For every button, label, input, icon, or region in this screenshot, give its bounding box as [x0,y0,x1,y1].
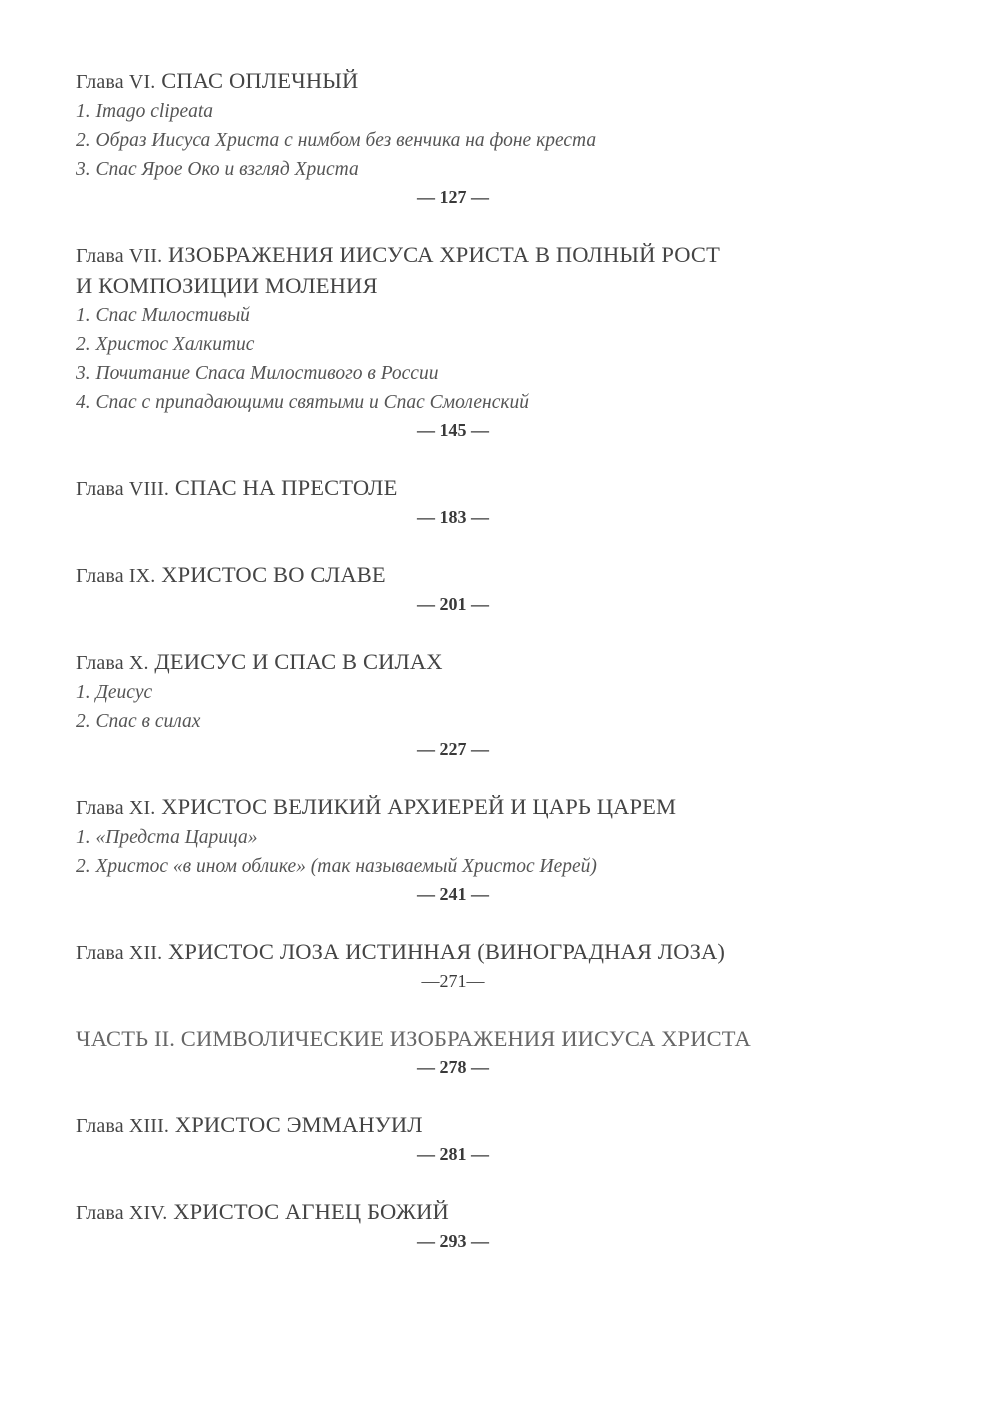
chapter-heading [76,66,926,97]
subsection-item: 3. Почитание Спаса Милостивого в России [76,363,439,384]
chapter-title: ХРИСТОС ЛОЗА ИСТИННАЯ (ВИНОГРАДНАЯ ЛОЗА) [168,939,726,964]
subsection-item: 1. Imago clipeata [76,101,214,122]
chapter-prefix: Глава VI. [76,71,156,93]
chapter-title: СПАС НА ПРЕСТОЛЕ [174,475,398,500]
chapter-title: ДЕИСУС И СПАС В СИЛАХ [154,649,443,674]
toc-entry [76,473,926,530]
subsection-item: 2. Спас в силах [76,711,201,732]
toc-entry [76,240,926,443]
chapter-title-continuation: И КОМПОЗИЦИИ МОЛЕНИЯ [76,273,378,298]
chapter-heading [76,647,926,678]
chapter-heading [76,1110,926,1141]
chapter-title: ИЗОБРАЖЕНИЯ ИИСУСА ХРИСТА В ПОЛНЫЙ РОСТ [168,242,720,267]
chapter-prefix: Глава XIII. [76,1115,170,1137]
page-number: — 127 — [417,187,489,207]
chapter-heading [76,473,926,504]
toc-entry [76,1110,926,1167]
chapter-prefix: Глава X. [76,652,149,674]
page-number: — 145 — [417,420,489,440]
toc-entry [76,560,926,617]
chapter-heading [76,240,926,271]
chapter-heading [76,792,926,823]
page-number: — 281 — [417,1144,489,1164]
chapter-prefix: Глава IX. [76,565,156,587]
subsection-item: 4. Спас с припадающими святыми и Спас Смоленский [76,392,529,413]
subsection-item: 3. Спас Ярое Око и взгляд Христа [76,159,359,180]
chapter-prefix: Глава XIV. [76,1202,168,1224]
table-of-contents [76,66,926,1284]
chapter-heading [76,937,926,968]
toc-entry [76,937,926,994]
page-number: — 201 — [417,594,489,614]
chapter-heading [76,560,926,591]
page-number: — 278 — [417,1057,489,1077]
toc-entry [76,647,926,762]
chapter-prefix: Глава VII. [76,245,163,267]
page-number: — 293 — [417,1231,489,1251]
chapter-title: СПАС ОПЛЕЧНЫЙ [161,68,359,93]
toc-entry [76,66,926,210]
toc-entry [76,792,926,907]
subsection-item: 1. Деисус [76,682,153,703]
page-number: — 241 — [417,884,489,904]
page-number: — 183 — [417,507,489,527]
chapter-title: ХРИСТОС ВО СЛАВЕ [161,562,386,587]
chapter-title: ХРИСТОС ВЕЛИКИЙ АРХИЕРЕЙ И ЦАРЬ ЦАРЕМ [161,794,677,819]
subsection-item: 1. «Предста Царица» [76,827,258,848]
subsection-item: 1. Спас Милостивый [76,305,250,326]
part-heading: ЧАСТЬ II. СИМВОЛИЧЕСКИЕ ИЗОБРАЖЕНИЯ ИИСУСА ХРИСТА [76,1026,751,1051]
chapter-title: ХРИСТОС ЭММАНУИЛ [174,1112,423,1137]
page-number: —271— [421,971,485,991]
chapter-prefix: Глава VIII. [76,478,170,500]
chapter-title: ХРИСТОС АГНЕЦ БОЖИЙ [173,1199,449,1224]
chapter-prefix: Глава XII. [76,942,163,964]
toc-entry [76,1024,926,1080]
subsection-item: 2. Образ Иисуса Христа с нимбом без венчика на фоне креста [76,130,597,151]
toc-entry [76,1197,926,1254]
chapter-prefix: Глава XI. [76,797,156,819]
subsection-item: 2. Христос Халкитис [76,334,255,355]
page-number: — 227 — [417,739,489,759]
chapter-heading [76,1197,926,1228]
subsection-item: 2. Христос «в ином облике» (так называемый Христос Иерей) [76,856,597,877]
